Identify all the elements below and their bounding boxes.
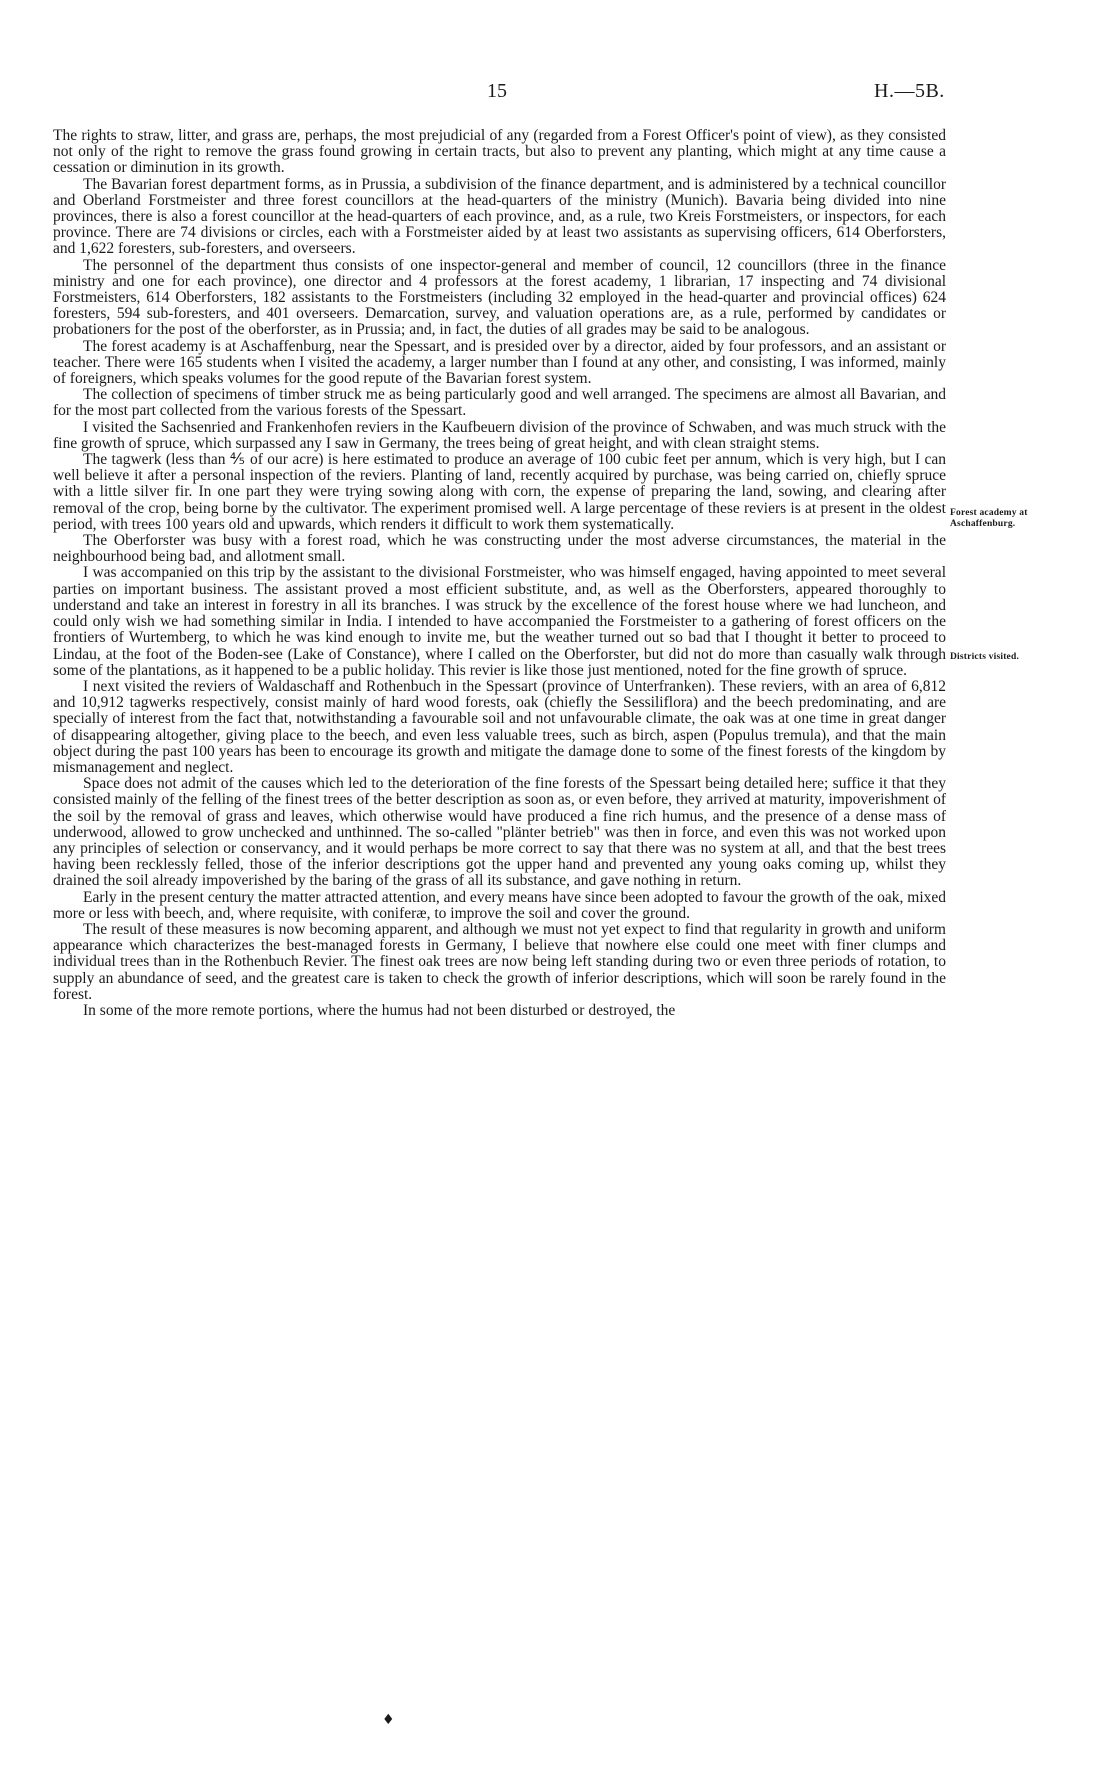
paragraph: The collection of specimens of timber struck me as being particularly good and well arranged. The specimens are almost all Bavarian, and for the most part collected from the various forests of the Spessart. [53, 386, 946, 420]
paragraph: In some of the more remote portions, where the humus had not been disturbed or destroyed, the [83, 1001, 676, 1019]
paragraph: I visited the Sachsenried and Frankenhofen reviers in the Kaufbeuern division of the province of Schwaben, and was much struck with the fine growth of spruce, which surpassed any I saw in Germany, the trees being of great height, and with clean straight stems. [53, 418, 946, 452]
paragraph: The Bavarian forest department forms, as in Prussia, a subdivision of the finance department, and is administered by a technical councillor and Oberland Forstmeister and three forest councillors at the head-quarters of the ministry (Munich). Bavaria being divided into nine provinces, there is also a forest councillor at the head-quarters of each province, and, as a rule, two Kreis Forstmeisters, or inspectors, for each province. There are 74 divisions or circles, each with a Forstmeister aided by at least two assistants as supervising officers, 614 Oberforsters, and 1,622 foresters, sub-foresters, and overseers. [53, 175, 946, 258]
paragraph: Space does not admit of the causes which led to the deterioration of the fine forests of the Spessart being detailed here; suffice it that they consisted mainly of the felling of the finest trees of the better description as soon as, or even before, they arrived at maturity, impoverishment of the soil by the removal of grass and leaves, which otherwise would have produced a fine rich humus, and the presence of a dense mass of underwood, allowed to grow unchecked and unthinned. The so-called "plänter betrieb" was then in force, and even this was not worked upon any principles of selection or conservancy, and it would perhaps be more correct to say that there was no system at all, and that the best trees having been recklessly felled, those of the inferior descriptions got the upper hand and prevented any young oaks coming up, whilst they drained the soil already impoverished by the baring of the grass of all its substance, and gave nothing in return. [53, 775, 946, 890]
paragraph: The Oberforster was busy with a forest road, which he was constructing under the most adverse circumstances, the material in the neighbourhood being bad, and allotment small. [53, 532, 946, 566]
paragraph: I next visited the reviers of Waldaschaff and Rothenbuch in the Spessart (province of Unterfranken). These reviers, with an area of 6,812 and 10,912 tagwerks respectively, consist mainly of hard wood forests, oak (chiefly the Sessiliflora) and the beech predominating, and are specially of interest from the fact that, notwithstanding a favourable soil and not unfavourable climate, the oak was at one time in great danger of disappearing altogether, giving place to the beech, and even less valuable trees, such as birch, aspen (Populus tremula), and that the main object during the past 100 years has been to encourage its growth and mitigate the damage done to some of the finest forests of the kingdom by mismanagement and neglect. [53, 677, 946, 776]
paragraph: I was accompanied on this trip by the assistant to the divisional Forstmeister, who was himself engaged, having appointed to meet several parties on important business. The assistant proved a most efficient substitute, and, as well as the Oberforsters, appeared thoroughly to understand and take an interest in forestry in all its branches. I was struck by the excellence of the forest house where we had luncheon, and could only wish we had something similar in India. I intended to have accompanied the Forstmeister to a gathering of forest officers on the frontiers of Wurtemberg, to which he was kind enough to invite me, but the weather turned out so bad that I thought it better to proceed to Lindau, at the foot of the Boden-see (Lake of Constance), where I called on the Oberforster, but did not do more than casually walk through some of the plantations, as it happened to be a public holiday. This revier is like those just mentioned, noted for the fine growth of spruce. [53, 564, 946, 679]
footer-ornament: ♦ [382, 1712, 395, 1728]
body-text [53, 128, 946, 1019]
paragraph: The result of these measures is now becoming apparent, and although we must not yet expect to find that regularity in growth and uniform appearance which characterizes the best-managed forests in Germany, I believe that nowhere else could one meet with finer clumps and individual trees than in the Rothenbuch Revier. The finest oak trees are now being left standing during two or even three periods of rotation, to supply an abundance of seed, and the greatest care is taken to check the growth of inferior descriptions, which will soon be rarely found in the forest. [53, 920, 946, 1003]
page-header [0, 80, 1114, 110]
page-number: 15 [487, 80, 507, 102]
document-reference: H.—5B. [874, 80, 945, 102]
paragraph: The tagwerk (less than ⅘ of our acre) is here estimated to produce an average of 100 cubic feet per annum, which is very high, but I can well believe it after a personal inspection of the reviers. Planting of land, recently acquired by purchase, was being carried on, chiefly spruce with a little silver fir. In one part they were trying sowing along with corn, the expense of preparing the land, sowing, and clearing after removal of the crop, being borne by the cultivator. The experiment promised well. A large percentage of these reviers is at present in the oldest period, with trees 100 years old and upwards, which renders it difficult to work them systematically. [53, 451, 946, 533]
paragraph: The forest academy is at Aschaffenburg, near the Spessart, and is presided over by a director, aided by four professors, and an assistant or teacher. There were 165 students when I visited the academy, a larger number than I found at any other, and consisting, I was informed, mainly of foreigners, which speaks volumes for the good repute of the Bavarian forest system. [53, 337, 946, 388]
paragraph: The personnel of the department thus consists of one inspector-general and member of council, 12 councillors (three in the finance ministry and one for each province), one director and 4 professors at the forest academy, 1 librarian, 17 inspecting and 74 divisional Forstmeisters, 614 Oberforsters, 182 assistants to the Forstmeisters (including 32 employed in the head-quarter and provincial offices) 624 foresters, 594 sub-foresters, and 401 overseers. Demarcation, survey, and valuation operations are, as a rule, performed by candidates or probationers for the post of the oberforster, as in Prussia; and, in fact, the duties of all grades may be said to be analogous. [53, 256, 946, 339]
paragraph: The rights to straw, litter, and grass are, perhaps, the most prejudicial of any (regarded from a Forest Officer's point of view), as they consisted not only of the right to remove the grass found growing in certain tracts, but also to prevent any planting, which might at any time cause a cessation or diminution in its growth. [53, 127, 946, 177]
margin-note-forest-academy: Forest academy at Aschaffenburg. [950, 508, 1028, 529]
margin-note-districts-visited: Districts visited. [950, 652, 1020, 662]
paragraph: Early in the present century the matter attracted attention, and every means have since been adopted to favour the growth of the oak, mixed more or less with beech, and, where requisite, with coniferæ, to improve the soil and cover the ground. [53, 888, 946, 922]
